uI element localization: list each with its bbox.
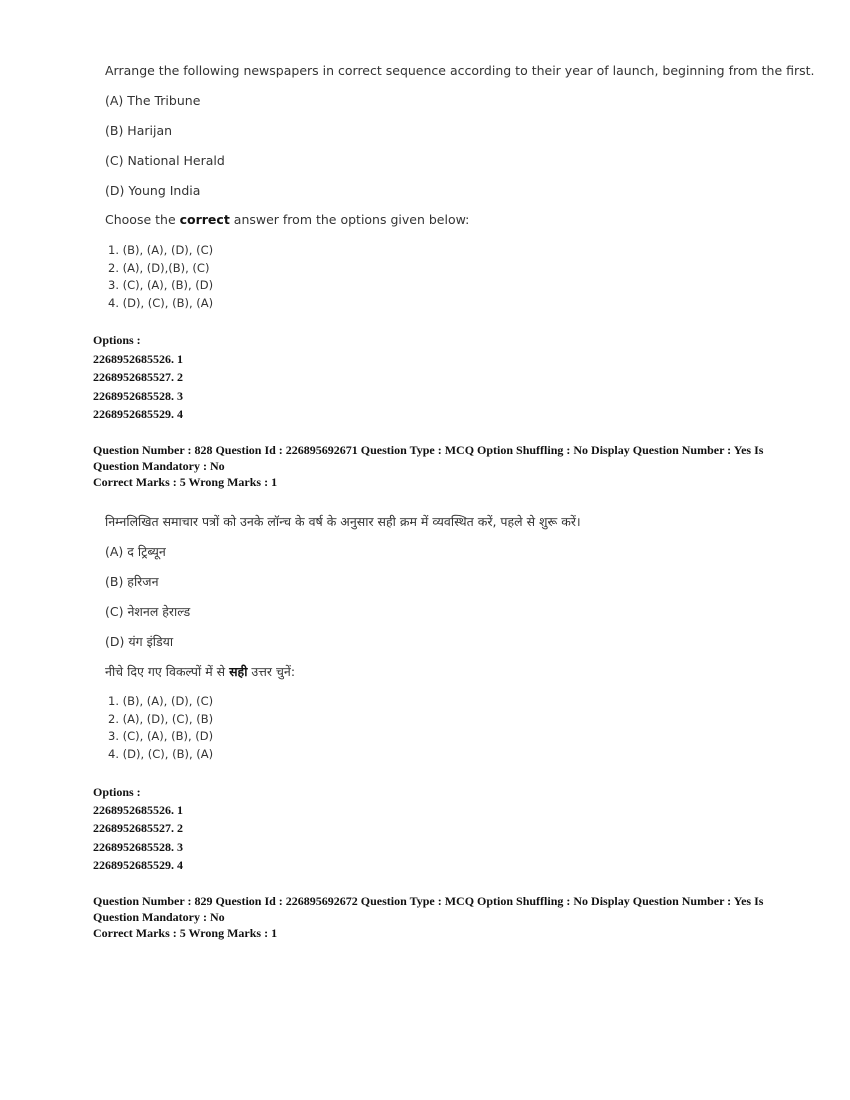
option-id: 2268952685526. 1: [93, 803, 183, 817]
answer-option-1: 1. (B), (A), (D), (C): [108, 243, 214, 257]
question-meta-829: [93, 894, 763, 942]
item-c: (C) National Herald: [105, 153, 225, 168]
question-meta-828: [93, 443, 763, 491]
option-id: 2268952685527. 2: [93, 370, 183, 385]
option-id: 2268952685526. 1: [93, 352, 183, 366]
item-a: (A) The Tribune: [105, 93, 201, 108]
meta-line: Question Number : 829 Question Id : 226895692672 Question Type : MCQ Option Shuffling : No Display Question Number : Yes Is: [93, 894, 764, 908]
item-d: (D) यंग इंडिया: [105, 634, 174, 649]
options-list: [93, 801, 183, 874]
item-c: (C) नेशनल हेराल्ड: [105, 604, 191, 619]
meta-line: Question Mandatory : No: [93, 909, 225, 924]
options-label: Options :: [93, 785, 141, 799]
question-stem: Arrange the following newspapers in correct sequence according to their year of launch, beginning from the first.: [105, 63, 815, 78]
meta-line: Correct Marks : 5 Wrong Marks : 1: [93, 926, 278, 940]
options-list: [93, 350, 183, 423]
question-stem: निम्नलिखित समाचार पत्रों को उनके लॉन्च के वर्ष के अनुसार सही क्रम में व्यवस्थित करें, पहले से शुरू करें।: [105, 514, 581, 529]
choose-instruction: Choose the correct answer from the options given below:: [105, 212, 470, 227]
meta-line: Correct Marks : 5 Wrong Marks : 1: [93, 475, 278, 489]
item-b: (B) हरिजन: [105, 574, 159, 589]
answer-option-1: 1. (B), (A), (D), (C): [108, 694, 214, 708]
option-id: 2268952685528. 3: [93, 839, 183, 854]
answer-option-3: 3. (C), (A), (B), (D): [108, 729, 214, 743]
answer-list: [108, 693, 213, 763]
meta-line: Question Mandatory : No: [93, 458, 225, 473]
answer-option-3: 3. (C), (A), (B), (D): [108, 278, 214, 292]
option-id: 2268952685527. 2: [93, 821, 183, 836]
item-d: (D) Young India: [105, 183, 201, 198]
option-id: 2268952685529. 4: [93, 406, 183, 421]
item-b: (B) Harijan: [105, 123, 173, 138]
answer-option-4: 4. (D), (C), (B), (A): [108, 295, 214, 310]
option-id: 2268952685528. 3: [93, 388, 183, 403]
options-label: Options :: [93, 333, 141, 347]
option-id: 2268952685529. 4: [93, 857, 183, 872]
choose-instruction: नीचे दिए गए विकल्पों में से सही उत्तर चुनें:: [105, 664, 296, 679]
answer-option-4: 4. (D), (C), (B), (A): [108, 746, 214, 761]
answer-option-2: 2. (A), (D), (C), (B): [108, 711, 214, 726]
answer-option-2: 2. (A), (D),(B), (C): [108, 260, 210, 275]
meta-line: Question Number : 828 Question Id : 226895692671 Question Type : MCQ Option Shuffling : No Display Question Number : Yes Is: [93, 443, 764, 457]
item-a: (A) द ट्रिब्यून: [105, 544, 166, 559]
answer-list: [108, 242, 213, 312]
